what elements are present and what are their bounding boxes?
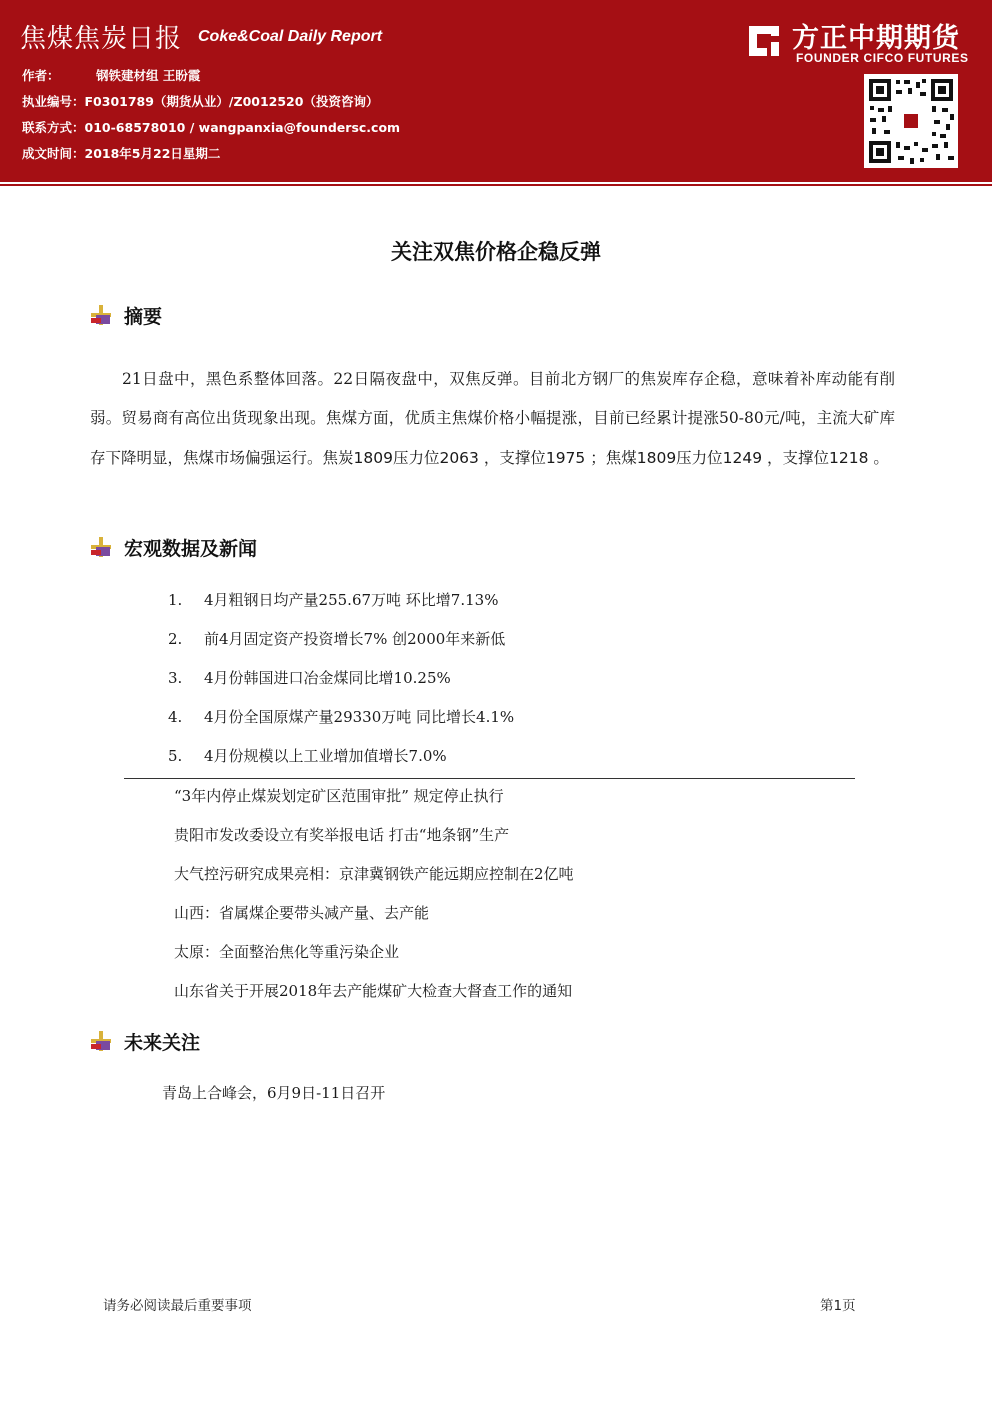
news-item: 太原：全面整治焦化等重污染企业 — [174, 943, 400, 961]
license-value: F0301789（期货从业）/Z0012520（投资咨询） — [84, 94, 379, 109]
date-label: 成文时间： — [22, 146, 85, 161]
founder-logo-icon — [745, 22, 783, 60]
news-item: 山东省关于开展2018年去产能煤矿大检查大督查工作的通知 — [174, 982, 573, 1000]
summary-heading-text: 摘要 — [124, 306, 163, 328]
report-header — [0, 0, 992, 182]
list-item — [168, 589, 498, 610]
summary-text-3: 焦煤 — [605, 448, 637, 467]
section-bullet-icon — [90, 536, 114, 560]
license-label: 执业编号： — [22, 94, 85, 109]
list-item — [168, 745, 447, 766]
list-item-text: 4月份全国原煤产量29330万吨 同比增长4.1% — [204, 708, 515, 726]
contact-line — [22, 118, 400, 136]
section-bullet-icon — [90, 304, 114, 328]
news-divider — [124, 778, 855, 779]
date-line — [22, 144, 220, 162]
page-title: 关注双焦价格企稳反弹 — [391, 240, 601, 264]
future-heading-text: 未来关注 — [124, 1032, 201, 1054]
list-item-number: 5. — [168, 747, 183, 765]
author-line — [22, 66, 200, 84]
list-item — [168, 706, 514, 727]
list-item-number: 2. — [168, 630, 183, 648]
license-line — [22, 92, 378, 110]
list-item-text: 4月粗钢日均产量255.67万吨 环比增7.13% — [204, 591, 499, 609]
header-divider — [0, 184, 992, 186]
news-item: “3年内停止煤炭划定矿区范围审批” 规定停止执行 — [174, 787, 504, 805]
page-number: 第1页 — [820, 1298, 856, 1314]
news-item: 贵阳市发改委设立有奖举报电话 打击“地条钢”生产 — [174, 826, 510, 844]
list-item — [168, 628, 505, 649]
author-value: 钢铁建材组 王盼霞 — [96, 68, 201, 83]
list-item-text: 4月份韩国进口冶金煤同比增10.25% — [204, 669, 451, 687]
summary-text-4: 1809压力位1249 ，支撑位1218 。 — [636, 448, 889, 467]
news-item: 山西：省属煤企要带头减产量、去产能 — [174, 904, 430, 922]
section-bullet-icon — [90, 1030, 114, 1054]
news-item: 大气控污研究成果亮相：京津冀钢铁产能远期应控制在2亿吨 — [174, 865, 574, 883]
summary-text-1: 21日盘中，黑色系整体回落。22日隔夜盘中，双焦反弹。目前北方钢厂的焦炭库存企稳，意味着补库动能有削弱。贸易商有高位出货现象出现。焦煤方面，优质主焦煤价格小幅提涨，目前已经累计提涨50-80元/吨，主流大矿库存下降明显，焦煤市场偏强运行。焦炭 — [90, 370, 895, 467]
company-name-cn: 方正中期期货 — [792, 23, 960, 54]
author-label: 作者： — [22, 68, 60, 83]
future-item: 青岛上合峰会，6月9日-11日召开 — [162, 1084, 386, 1102]
contact-label: 联系方式： — [22, 120, 85, 135]
qr-code-icon — [864, 74, 958, 168]
contact-value: 010-68578010 / wangpanxia@foundersc.com — [84, 120, 401, 135]
company-name-en: FOUNDER CIFCO FUTURES — [796, 51, 969, 65]
report-title-cn: 焦煤焦炭日报 — [20, 24, 183, 54]
summary-paragraph — [90, 360, 895, 478]
list-item — [168, 667, 451, 688]
report-title-en: Coke&Coal Daily Report — [198, 28, 383, 45]
macro-heading-text: 宏观数据及新闻 — [124, 538, 258, 560]
list-item-number: 3. — [168, 669, 183, 687]
list-item-number: 4. — [168, 708, 183, 726]
date-value: 2018年5月22日星期二 — [84, 146, 221, 161]
footer-notice: 请务必阅读最后重要事项 — [103, 1298, 252, 1314]
list-item-text: 4月份规模以上工业增加值增长7.0% — [204, 747, 447, 765]
summary-text-2: 1809压力位2063 ，支撑位1975 ； — [353, 448, 606, 467]
list-item-text: 前4月固定资产投资增长7% 创2000年来新低 — [204, 630, 506, 648]
list-item-number: 1. — [168, 591, 183, 609]
